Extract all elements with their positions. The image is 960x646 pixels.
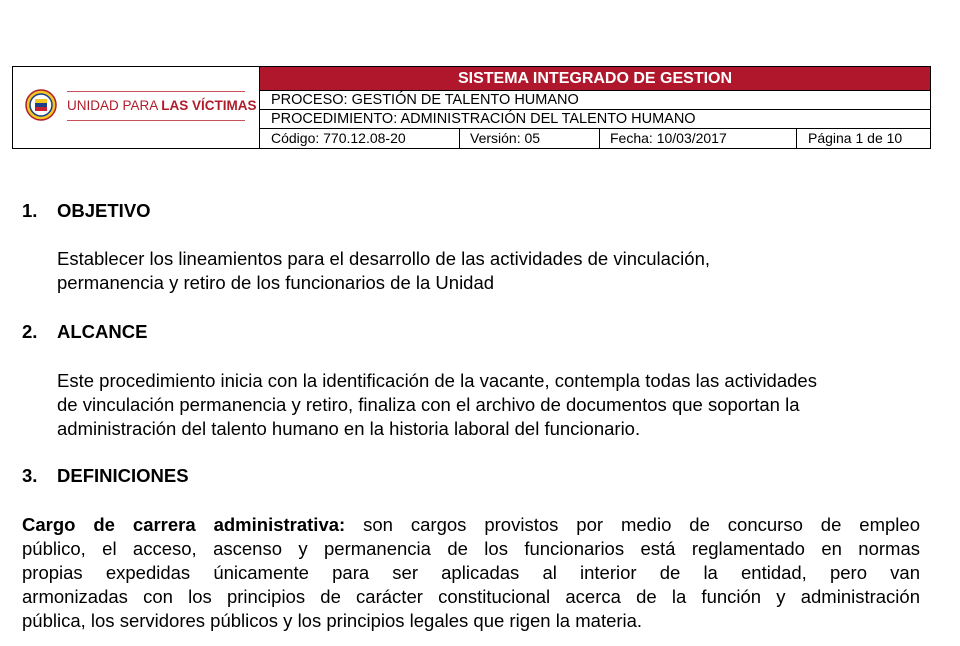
definition-term: Cargo de carrera administrativa: [22,514,346,535]
section-heading-definiciones: 3. DEFINICIONES [22,465,189,486]
meta-row [260,129,930,148]
logo-cell [13,67,260,148]
version-cell: Versión: 05 [460,129,600,148]
objetivo-paragraph: Establecer los lineamientos para el desarrollo de las actividades de vinculación, permanencia y retiro de los funcionarios de la Unidad [57,248,711,293]
definition-paragraph: Cargo de carrera administrativa: son cargos provistos por medio de concurso de empleo público, el acceso, ascenso y permanencia de los funcionarios está reglamentado en normas propias expedidas únicamente para ser aplicadas al interior de la entidad, pero van armonizadas con los principios de carácter constitucional acerca de la función y administración pública, los servidores públicos y los principios legales que rigen la materia. [22,514,920,631]
colombia-seal-icon [25,89,57,121]
procedimiento-row: PROCEDIMIENTO: ADMINISTRACIÓN DEL TALENTO HUMANO [260,110,930,129]
alcance-paragraph: Este procedimiento inicia con la identificación de la vacante, contempla todas las actividades de vinculación permanencia y retiro, finaliza con el archivo de documentos que soportan la administración del talento humano en la historia laboral del funcionario. [57,370,817,439]
logo-rule-bottom [67,120,245,121]
proceso-row: PROCESO: GESTIÓN DE TALENTO HUMANO [260,91,930,110]
pagina-cell: Página 1 de 10 [808,130,903,146]
logo-text: UNIDAD PARA LAS VÍCTIMAS [67,98,257,113]
section-heading-objetivo: 1. OBJETIVO [22,200,151,221]
section-heading-alcance: 2. ALCANCE [22,321,148,342]
logo-rule-top [67,91,245,92]
document-header [12,66,931,149]
system-title: SISTEMA INTEGRADO DE GESTION [260,67,930,91]
codigo-cell: Código: 770.12.08-20 [260,129,460,148]
fecha-cell: Fecha: 10/03/2017 [600,129,797,148]
